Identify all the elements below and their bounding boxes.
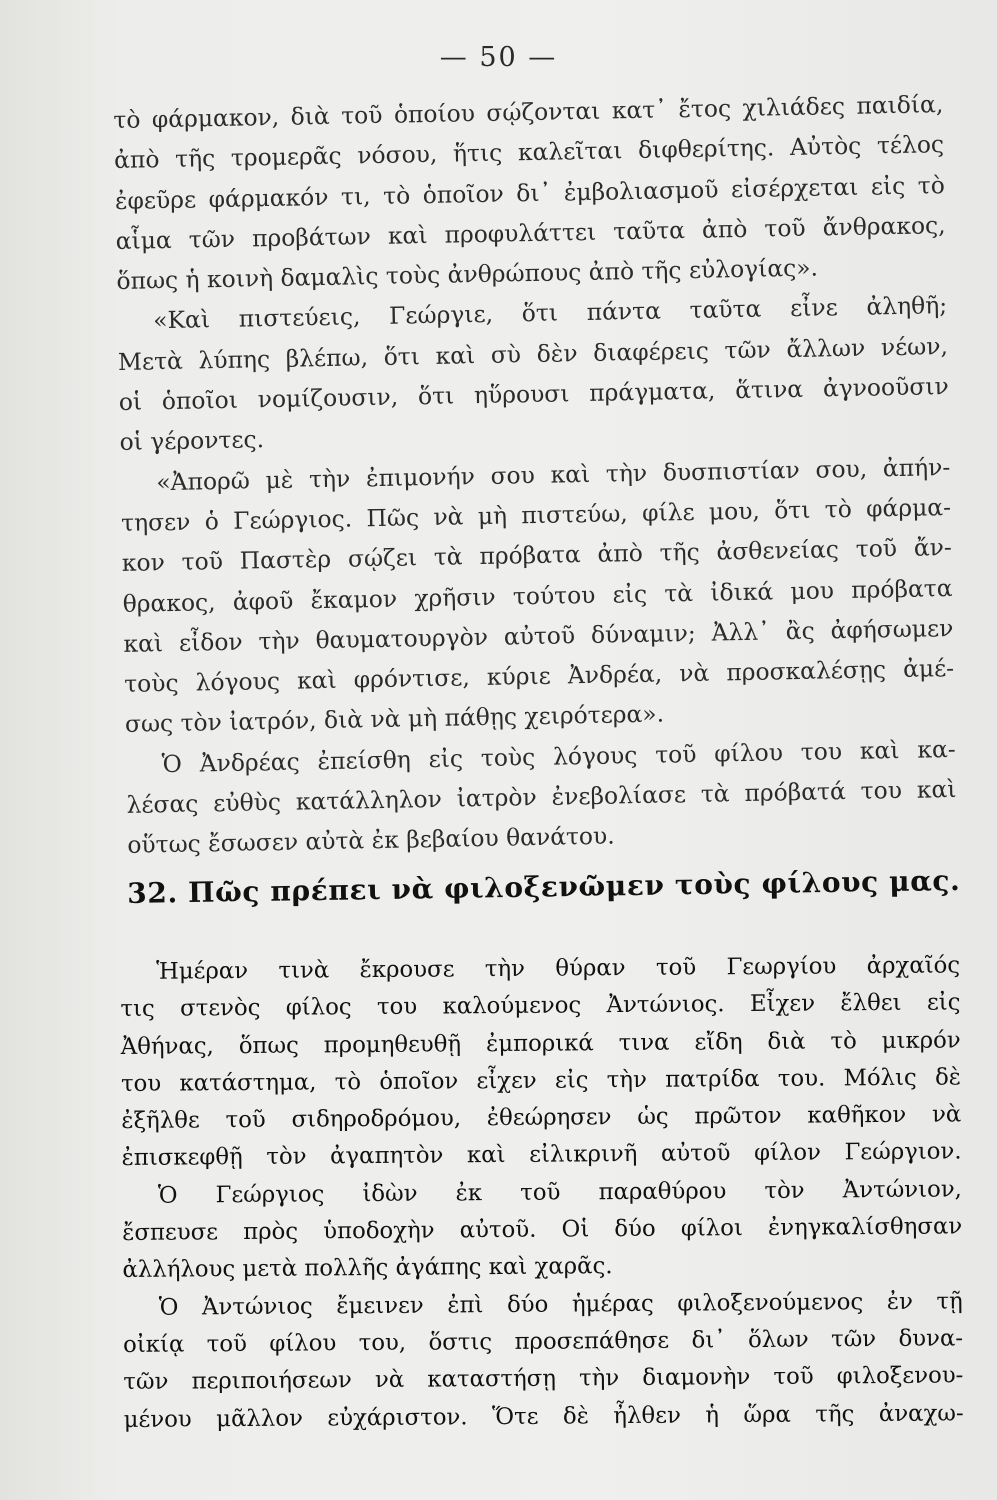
text-line: σως τὸν ἰατρόν, διὰ νὰ μὴ πάθῃς χειρότερα». [124,699,665,739]
text-line: τις στενὸς φίλος του καλούμενος Ἀντώνιος. Εἶχεν ἔλθει εἰς [120,989,961,1023]
text-line: Ἡμέραν τινὰ ἔκρουσε τὴν θύραν τοῦ Γεωργίου ἀρχαῖός [156,952,961,985]
text-line: του κατάστημα, τὸ ὁποῖον εἶχεν εἰς τὴν πατρίδα του. Μόλις δὲ [120,1064,962,1097]
text-line: ἐπισκεφθῇ τὸν ἀγαπητὸν καὶ εἰλικρινῆ αὐτοῦ φίλον Γεώργιον. [121,1138,962,1172]
text-line: «Καὶ πιστεύεις, Γεώργιε, ὅτι πάντα ταῦτα εἶνε ἀληθῆ; [152,291,948,335]
text-line: Ὁ Γεώργιος ἰδὼν ἐκ τοῦ παραθύρου τὸν Ἀντώνιον, [157,1176,962,1209]
text-line: ἀπὸ τῆς τρομερᾶς νόσου, ἥτις καλεῖται διφθερίτης. Αὐτὸς τέλος [113,130,945,175]
text-line: Μετὰ λύπης βλέπω, ὅτι καὶ σὺ δὲν διαφέρεις τῶν ἄλλων νέων, [117,331,949,376]
text-line: θρακος, ἀφοῦ ἔκαμον χρῆσιν τούτου εἰς τὰ ἰδικά μου πρόβατα [122,573,953,618]
text-line: οὕτως ἔσωσεν αὐτὰ ἐκ βεβαίου θανάτου. [127,821,615,860]
text-line: μένου μᾶλλον εὐχάριστον. Ὅτε δὲ ἦλθεν ἡ ὥρα τῆς ἀναχω- [123,1399,964,1433]
text-line: καὶ εἶδον τὴν θαυματουργὸν αὐτοῦ δύναμιν; Ἀλλ᾽ ἂς ἀφήσωμεν [123,613,954,658]
text-line: τοὺς λόγους καὶ φρόντισε, κύριε Ἀνδρέα, νὰ προσκαλέσῃς ἀμέ- [123,654,955,699]
text-line: Ἀθήνας, ὅπως προμηθευθῇ ἐμπορικά τινα εἴδη διὰ τὸ μικρόν [120,1026,961,1060]
text-line: κον τοῦ Παστὲρ σῴζει τὰ πρόβατα ἀπὸ τῆς ἀσθενείας τοῦ ἄν- [121,533,953,578]
text-line: τὸ φάρμακον, διὰ τοῦ ὁποίου σῴζονται κατ᾽ ἔτος χιλιάδες παιδία, [113,90,944,134]
text-line: Ὁ Ἀντώνιος ἔμεινεν ἐπὶ δύο ἡμέρας φιλοξενούμενος ἐν τῇ [158,1288,963,1321]
text-line: τῶν περιποιήσεων νὰ καταστήσῃ τὴν διαμονὴν τοῦ φιλοξενου- [123,1362,964,1396]
section-heading: 32. Πῶς πρέπει νὰ φιλοξενῶμεν τοὺς φίλους μας. [127,863,961,910]
text-line: ἐξῆλθε τοῦ σιδηροδρόμου, ἐθεώρησεν ὡς πρῶτον καθῆκον νὰ [121,1101,962,1135]
page-number: — 50 — [439,42,558,73]
text-line: «Ἀπορῶ μὲ τὴν ἐπιμονήν σου καὶ τὴν δυσπιστίαν σου, ἀπήν- [156,452,951,496]
text-line: ὅπως ἡ κοινὴ δαμαλὶς τοὺς ἀνθρώπους ἀπὸ τῆς εὐλογίας». [116,253,819,296]
text-line: αἷμα τῶν προβάτων καὶ προφυλάττει ταῦτα ἀπὸ τοῦ ἄνθρακος, [115,210,946,255]
text-line: ἔσπευσε πρὸς ὑποδοχὴν αὐτοῦ. Οἱ δύο φίλοι ἐνηγκαλίσθησαν [122,1213,963,1247]
text-line: ἀλλήλους μετὰ πολλῆς ἀγάπης καὶ χαρᾶς. [122,1253,613,1284]
text-line: λέσας εὐθὺς κατάλληλον ἰατρὸν ἐνεβολίασε τὰ πρόβατά του καὶ [126,774,957,819]
previous-story-text [113,84,958,865]
section-body-text [120,947,964,1438]
text-line: τησεν ὁ Γεώργιος. Πῶς νὰ μὴ πιστεύω, φίλε μου, ὅτι τὸ φάρμα- [120,492,952,537]
text-line: οἰκίᾳ τοῦ φίλου του, ὅστις προσεπάθησε δι᾽ ὅλων τῶν δυνα- [122,1325,964,1358]
text-line: ἐφεῦρε φάρμακόν τι, τὸ ὁποῖον δι᾽ ἐμβολιασμοῦ εἰσέρχεται εἰς τὸ [114,170,946,215]
text-line: οἱ γέροντες. [119,425,265,457]
text-line: οἱ ὁποῖοι νομίζουσιν, ὅτι ηὕρουσι πράγματα, ἅτινα ἀγνοοῦσιν [118,372,949,417]
text-line: Ὁ Ἀνδρέας ἐπείσθη εἰς τοὺς λόγους τοῦ φίλου του καὶ κα- [161,734,956,778]
